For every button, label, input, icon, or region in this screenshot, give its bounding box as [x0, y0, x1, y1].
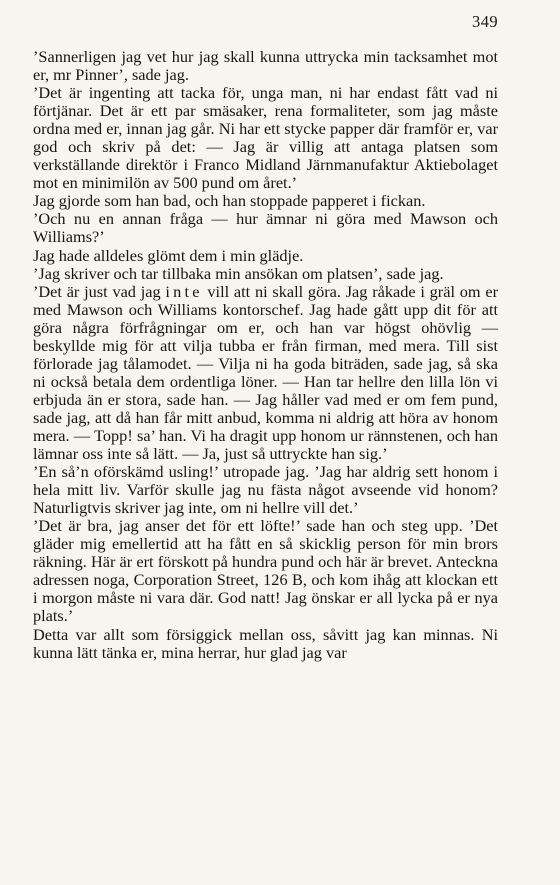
paragraph-7	[33, 283, 498, 463]
paragraph-2: ’Det är ingenting att tacka för, unga man, ni har endast fått vad ni förtjänar. Det är ett par smäsaker, rena formaliteter, som jag måste ordna med er, innan jag går. Ni har ett stycke papper där framför er, var god och skriv på det: — Jag är villig att antaga platsen som verkställande direktör i Franco Midland Järnmanufaktur Aktiebolaget mot en minimilön av 500 pund om året.’	[33, 83, 498, 193]
paragraph-7-end: vill att ni skall göra. Jag råkade i gräl om er med Mawson och Williams kontorschef. Jag hade gått upp dit för att göra några förfrågningar om er, och han var högst ohövlig — beskyllde mig för att vilja tubba er från firman, med mera. Till sist förlorade jag tålamodet. — Vilja ni ha goda biträden, sade jag, så ska ni också betala dem ordentliga löner. — Han tar hellre den lilla lön vi erbjuda än er stora, sade han. — Jag håller vad med er om fem pund, sade jag, att då han får mitt anbud, komma ni aldrig att höra av honom mera. — Topp! sa’ han. Vi ha dragit upp honom ur rännstenen, och han lämnar oss inte så lätt. — Ja, just så uttryckte han sig.’	[33, 281, 498, 464]
paragraph-9: ’Det är bra, jag anser det för ett löfte!’ sade han och steg upp. ’Det gläder mig emellertid att ha fått en så skicklig person för min brors räkning. Här är ert förskott på hundra pund och här är brevet. Anteckna adressen noga, Corporation Street, 126 B, och kom ihåg att klockan ett i morgon måste ni vara där. God natt! Jag önskar er all lycka på er nya plats.’	[33, 516, 498, 626]
paragraph-7-start: ’Det är just vad jag	[33, 281, 166, 301]
paragraph-4: ’Och nu en annan fråga — hur ämnar ni göra med Mawson och Williams?’	[33, 209, 498, 247]
page-number: 349	[472, 12, 498, 31]
paragraph-7-spaced-word: inte	[165, 281, 203, 301]
paragraph-5: Jag hade alldeles glömt dem i min glädje.	[33, 245, 304, 265]
paragraph-10: Detta var allt som försiggick mellan oss, såvitt jag kan minnas. Ni kunna lätt tänka er, mina herrar, hur glad jag var	[33, 624, 498, 662]
paragraph-1: ’Sannerligen jag vet hur jag skall kunna uttrycka min tacksamhet mot er, mr Pinner’, sade jag.	[33, 47, 498, 85]
paragraph-6: ’Jag skriver och tar tillbaka min ansökan om platsen’, sade jag.	[33, 263, 444, 283]
paragraph-3: Jag gjorde som han bad, och han stoppade papperet i fickan.	[33, 191, 426, 211]
page-text-body	[33, 48, 498, 662]
paragraph-8: ’En så’n oförskämd usling!’ utropade jag. ’Jag har aldrig sett honom i hela mitt liv. Varför skulle jag nu fästa något avseende vid honom? Naturligtvis skriver jag inte, om ni hellre vill det.’	[33, 462, 498, 518]
